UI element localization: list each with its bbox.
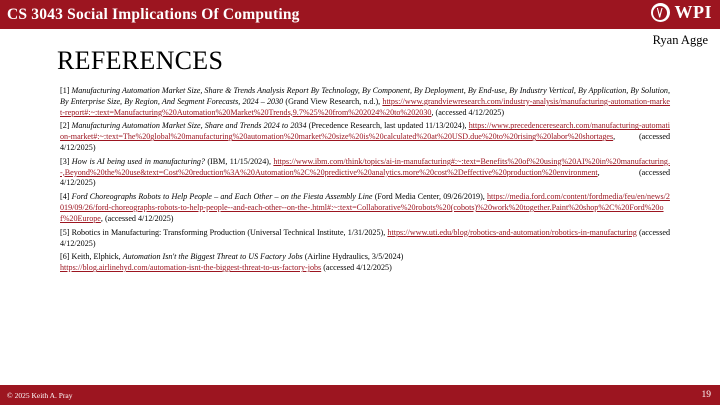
ref-source: (Universal Technical Institute, 1/31/2025), xyxy=(247,227,386,237)
ref-title: Manufacturing Automation Market Size, Share and Trends 2024 to 2034 xyxy=(71,121,307,131)
ref-link[interactable]: https://www.uti.edu/blog/robotics-and-automation/robotics-in-manufacturing xyxy=(387,227,637,237)
wpi-logo-text: WPI xyxy=(674,2,712,22)
ref-link[interactable]: https://media.ford.com/content/fordmedia/feu/en/news/2019/09/26/ford-choreographs-robots-to-help-people--and-each-other--on-the-.html#:~:text=Collaborative%20robots%20(cobots)%20work%20together.Paint%20shop%2C%20Ford%20of%20Europe xyxy=(60,192,670,223)
ref-author: Keith, Elphick, xyxy=(71,252,121,262)
ref-link[interactable]: https://www.ibm.com/think/topics/ai-in-manufacturing#:~:text=Benefits%20of%20using%20AI%20in%20manufacturing.-,Beyond%20the%20use&text=Cost%20reduction%3A%20Automation%2C%20predictive%20analytics.more%20cost%2Deffective%20production%20environment xyxy=(60,156,670,177)
ref-title: Robotics in Manufacturing: Transforming Production xyxy=(71,227,246,237)
slide-header xyxy=(0,0,720,29)
list-item xyxy=(60,157,670,189)
list-item xyxy=(60,86,670,118)
wpi-logo xyxy=(651,2,713,23)
ref-title: How is AI being used in manufacturing? xyxy=(71,156,205,166)
list-item xyxy=(60,121,670,153)
list-item xyxy=(60,252,670,274)
ref-accessed: , (accessed 4/12/2025) xyxy=(100,213,174,223)
ref-index: [5] xyxy=(60,227,70,237)
ref-source: (Airline Hydraulics, 3/5/2024) xyxy=(304,252,404,262)
ref-accessed: (accessed 4/12/2025) xyxy=(60,227,670,248)
list-item xyxy=(60,228,670,250)
ref-title: Ford Choreographs Robots to Help People – and Each Other – on the Fiesta Assembly Line xyxy=(71,192,373,202)
ref-source: (IBM, 11/15/2024), xyxy=(207,156,271,166)
ref-source: (Ford Media Center, 09/26/2019), xyxy=(374,192,485,202)
ref-index: [4] xyxy=(60,192,70,202)
ref-source: (Grand View Research, n.d.), xyxy=(285,96,381,106)
ref-index: [1] xyxy=(60,86,70,95)
wpi-seal-icon xyxy=(651,3,670,22)
ref-accessed: , (accessed 4/12/2025) xyxy=(60,132,670,152)
course-title: CS 3043 Social Implications Of Computing xyxy=(7,5,300,23)
ref-index: [3] xyxy=(60,156,70,166)
ref-title: Automation Isn't the Biggest Threat to US Factory Jobs xyxy=(122,252,303,262)
page-title: REFERENCES xyxy=(57,46,224,75)
list-item xyxy=(60,192,670,224)
ref-accessed: (accessed 4/12/2025) xyxy=(321,263,392,273)
ref-link[interactable]: https://www.precedenceresearch.com/manufacturing-automation-market#:~:text=The%20global%20manufacturing%20automation%20market%20size%20is%20calculated%20at%20USD.due%20to%20rising%20labor%20shortages xyxy=(60,121,670,142)
slide-footer xyxy=(0,385,720,405)
page-number: 19 xyxy=(701,390,711,400)
author-name: Ryan Agge xyxy=(652,33,708,47)
ref-link[interactable]: https://blog.airlinehyd.com/automation-isnt-the-biggest-threat-to-us-factory-jobs xyxy=(60,263,322,273)
copyright-text: © 2025 Keith A. Pray xyxy=(7,390,73,400)
references-list xyxy=(60,86,670,277)
ref-index: [6] xyxy=(60,252,70,262)
ref-index: [2] xyxy=(60,121,70,131)
ref-title: Manufacturing Automation Market Size, Share & Trends Analysis Report By Technology, By Component, By Deployment, By End-use, By Industry Vertical, By Application, By Solution, By Enterprise Size, By Region, And Segment Forecasts, 2024 – 2030 xyxy=(60,86,670,106)
ref-accessed: , (accessed 4/12/2025) xyxy=(431,107,505,117)
ref-source: (Precedence Research, last updated 11/13/2024), xyxy=(308,121,467,131)
ref-link[interactable]: https://www.grandviewresearch.com/industry-analysis/manufacturing-automation-market-report#:~:text=Manufacturing%20Automation%20Market%20Trends,9.7%25%20from%202024%20to%202030 xyxy=(60,96,671,117)
ref-accessed: , (accessed 4/12/2025) xyxy=(60,167,670,188)
